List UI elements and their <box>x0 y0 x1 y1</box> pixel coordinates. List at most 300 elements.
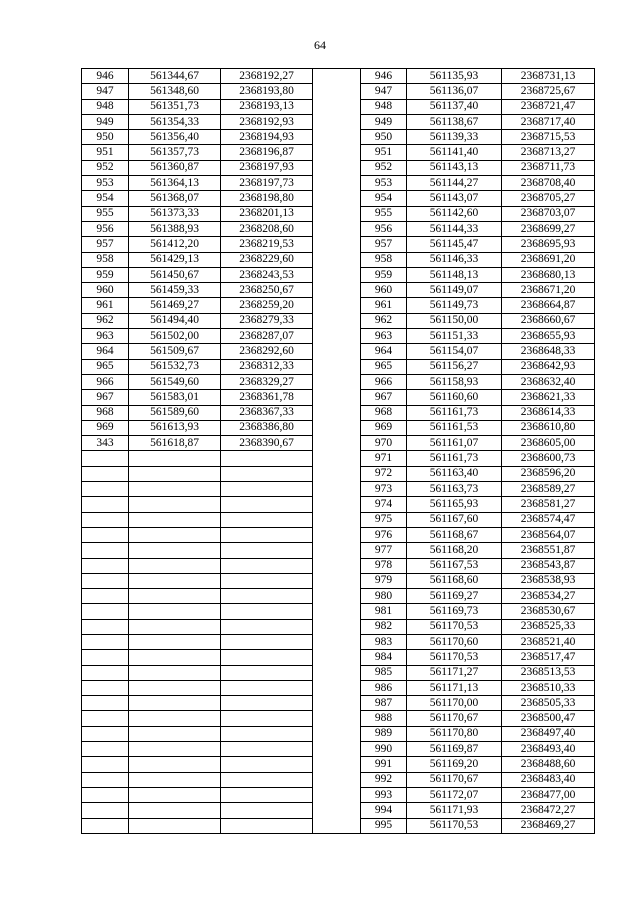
left-point-number-cell: 965 <box>82 359 129 374</box>
column-gap <box>313 374 361 389</box>
right-y-coordinate-cell: 2368469,27 <box>502 818 595 833</box>
left-x-coordinate-cell <box>129 619 221 634</box>
table-row <box>82 726 595 741</box>
right-point-number-cell: 956 <box>361 221 407 236</box>
left-y-coordinate-cell <box>221 711 313 726</box>
right-y-coordinate-cell: 2368543,87 <box>502 558 595 573</box>
right-y-coordinate-cell: 2368510,33 <box>502 680 595 695</box>
column-gap <box>313 267 361 282</box>
table-row <box>82 130 595 145</box>
right-y-coordinate-cell: 2368660,67 <box>502 313 595 328</box>
right-point-number-cell: 986 <box>361 680 407 695</box>
left-x-coordinate-cell: 561354,33 <box>129 114 221 129</box>
right-y-coordinate-cell: 2368708,40 <box>502 176 595 191</box>
left-point-number-cell: 954 <box>82 191 129 206</box>
right-x-coordinate-cell: 561146,33 <box>407 252 502 267</box>
left-point-number-cell <box>82 726 129 741</box>
left-point-number-cell <box>82 482 129 497</box>
left-point-number-cell <box>82 818 129 833</box>
right-x-coordinate-cell: 561161,73 <box>407 451 502 466</box>
column-gap <box>313 160 361 175</box>
column-gap <box>313 114 361 129</box>
left-point-number-cell <box>82 680 129 695</box>
left-x-coordinate-cell <box>129 803 221 818</box>
right-y-coordinate-cell: 2368695,93 <box>502 237 595 252</box>
right-y-coordinate-cell: 2368664,87 <box>502 298 595 313</box>
left-y-coordinate-cell <box>221 543 313 558</box>
left-x-coordinate-cell: 561589,60 <box>129 405 221 420</box>
right-x-coordinate-cell: 561150,00 <box>407 313 502 328</box>
right-x-coordinate-cell: 561138,67 <box>407 114 502 129</box>
left-x-coordinate-cell: 561356,40 <box>129 130 221 145</box>
table-row <box>82 665 595 680</box>
right-x-coordinate-cell: 561154,07 <box>407 344 502 359</box>
column-gap <box>313 405 361 420</box>
left-y-coordinate-cell <box>221 772 313 787</box>
right-y-coordinate-cell: 2368530,67 <box>502 604 595 619</box>
left-x-coordinate-cell: 561532,73 <box>129 359 221 374</box>
right-point-number-cell: 968 <box>361 405 407 420</box>
right-point-number-cell: 965 <box>361 359 407 374</box>
right-point-number-cell: 959 <box>361 267 407 282</box>
left-x-coordinate-cell: 561360,87 <box>129 160 221 175</box>
right-point-number-cell: 952 <box>361 160 407 175</box>
right-y-coordinate-cell: 2368731,13 <box>502 69 595 84</box>
table-row <box>82 604 595 619</box>
left-y-coordinate-cell: 2368312,33 <box>221 359 313 374</box>
left-y-coordinate-cell <box>221 757 313 772</box>
right-point-number-cell: 975 <box>361 512 407 527</box>
right-y-coordinate-cell: 2368614,33 <box>502 405 595 420</box>
left-y-coordinate-cell: 2368279,33 <box>221 313 313 328</box>
right-x-coordinate-cell: 561170,53 <box>407 619 502 634</box>
column-gap <box>313 420 361 435</box>
right-y-coordinate-cell: 2368715,53 <box>502 130 595 145</box>
table-row <box>82 803 595 818</box>
left-y-coordinate-cell: 2368250,67 <box>221 283 313 298</box>
left-x-coordinate-cell: 561344,67 <box>129 69 221 84</box>
right-y-coordinate-cell: 2368711,73 <box>502 160 595 175</box>
left-x-coordinate-cell: 561373,33 <box>129 206 221 221</box>
right-point-number-cell: 970 <box>361 436 407 451</box>
right-x-coordinate-cell: 561148,13 <box>407 267 502 282</box>
column-gap <box>313 742 361 757</box>
right-point-number-cell: 946 <box>361 69 407 84</box>
left-y-coordinate-cell <box>221 466 313 481</box>
right-y-coordinate-cell: 2368521,40 <box>502 634 595 649</box>
right-point-number-cell: 977 <box>361 543 407 558</box>
left-point-number-cell: 958 <box>82 252 129 267</box>
table-row <box>82 742 595 757</box>
right-point-number-cell: 995 <box>361 818 407 833</box>
left-y-coordinate-cell: 2368194,93 <box>221 130 313 145</box>
right-y-coordinate-cell: 2368472,27 <box>502 803 595 818</box>
left-y-coordinate-cell: 2368196,87 <box>221 145 313 160</box>
right-y-coordinate-cell: 2368525,33 <box>502 619 595 634</box>
right-y-coordinate-cell: 2368680,13 <box>502 267 595 282</box>
left-x-coordinate-cell <box>129 527 221 542</box>
right-y-coordinate-cell: 2368534,27 <box>502 589 595 604</box>
right-x-coordinate-cell: 561137,40 <box>407 99 502 114</box>
right-y-coordinate-cell: 2368713,27 <box>502 145 595 160</box>
right-y-coordinate-cell: 2368610,80 <box>502 420 595 435</box>
left-y-coordinate-cell <box>221 604 313 619</box>
left-y-coordinate-cell: 2368361,78 <box>221 390 313 405</box>
left-y-coordinate-cell <box>221 573 313 588</box>
left-y-coordinate-cell <box>221 558 313 573</box>
right-x-coordinate-cell: 561170,53 <box>407 818 502 833</box>
table-row <box>82 711 595 726</box>
right-point-number-cell: 976 <box>361 527 407 542</box>
column-gap <box>313 650 361 665</box>
left-point-number-cell: 967 <box>82 390 129 405</box>
left-x-coordinate-cell: 561613,93 <box>129 420 221 435</box>
table-row <box>82 313 595 328</box>
left-point-number-cell <box>82 696 129 711</box>
column-gap <box>313 757 361 772</box>
table-row <box>82 818 595 833</box>
column-gap <box>313 772 361 787</box>
column-gap <box>313 665 361 680</box>
right-y-coordinate-cell: 2368477,00 <box>502 787 595 802</box>
left-x-coordinate-cell <box>129 543 221 558</box>
left-point-number-cell <box>82 466 129 481</box>
table-row <box>82 252 595 267</box>
column-gap <box>313 497 361 512</box>
table-row <box>82 69 595 84</box>
right-x-coordinate-cell: 561141,40 <box>407 145 502 160</box>
left-y-coordinate-cell <box>221 482 313 497</box>
table-row <box>82 160 595 175</box>
left-x-coordinate-cell: 561450,67 <box>129 267 221 282</box>
left-point-number-cell: 953 <box>82 176 129 191</box>
right-x-coordinate-cell: 561167,60 <box>407 512 502 527</box>
left-x-coordinate-cell: 561348,60 <box>129 84 221 99</box>
table-row <box>82 267 595 282</box>
right-y-coordinate-cell: 2368721,47 <box>502 99 595 114</box>
left-y-coordinate-cell <box>221 497 313 512</box>
right-y-coordinate-cell: 2368621,33 <box>502 390 595 405</box>
column-gap <box>313 69 361 84</box>
left-y-coordinate-cell <box>221 818 313 833</box>
column-gap <box>313 99 361 114</box>
right-x-coordinate-cell: 561144,33 <box>407 221 502 236</box>
column-gap <box>313 283 361 298</box>
table-row <box>82 512 595 527</box>
column-gap <box>313 543 361 558</box>
table-row <box>82 436 595 451</box>
right-x-coordinate-cell: 561161,07 <box>407 436 502 451</box>
right-y-coordinate-cell: 2368648,33 <box>502 344 595 359</box>
right-y-coordinate-cell: 2368705,27 <box>502 191 595 206</box>
right-x-coordinate-cell: 561151,33 <box>407 329 502 344</box>
column-gap <box>313 482 361 497</box>
left-point-number-cell <box>82 619 129 634</box>
column-gap <box>313 818 361 833</box>
left-point-number-cell <box>82 497 129 512</box>
right-y-coordinate-cell: 2368574,47 <box>502 512 595 527</box>
right-y-coordinate-cell: 2368493,40 <box>502 742 595 757</box>
right-point-number-cell: 950 <box>361 130 407 145</box>
right-point-number-cell: 953 <box>361 176 407 191</box>
left-point-number-cell <box>82 711 129 726</box>
table-row <box>82 283 595 298</box>
left-y-coordinate-cell: 2368219,53 <box>221 237 313 252</box>
left-point-number-cell <box>82 558 129 573</box>
right-point-number-cell: 980 <box>361 589 407 604</box>
right-x-coordinate-cell: 561139,33 <box>407 130 502 145</box>
left-x-coordinate-cell: 561364,13 <box>129 176 221 191</box>
left-point-number-cell: 964 <box>82 344 129 359</box>
right-point-number-cell: 992 <box>361 772 407 787</box>
coordinates-table <box>81 68 595 834</box>
left-point-number-cell: 948 <box>82 99 129 114</box>
left-x-coordinate-cell <box>129 787 221 802</box>
left-y-coordinate-cell <box>221 742 313 757</box>
right-x-coordinate-cell: 561160,60 <box>407 390 502 405</box>
left-y-coordinate-cell <box>221 787 313 802</box>
table-row <box>82 329 595 344</box>
table-row <box>82 84 595 99</box>
left-x-coordinate-cell <box>129 757 221 772</box>
column-gap <box>313 711 361 726</box>
right-point-number-cell: 990 <box>361 742 407 757</box>
table-row <box>82 558 595 573</box>
table-row <box>82 145 595 160</box>
right-x-coordinate-cell: 561170,53 <box>407 650 502 665</box>
left-y-coordinate-cell: 2368197,93 <box>221 160 313 175</box>
right-y-coordinate-cell: 2368655,93 <box>502 329 595 344</box>
right-y-coordinate-cell: 2368505,33 <box>502 696 595 711</box>
left-y-coordinate-cell: 2368192,93 <box>221 114 313 129</box>
left-point-number-cell: 955 <box>82 206 129 221</box>
left-point-number-cell <box>82 650 129 665</box>
right-x-coordinate-cell: 561158,93 <box>407 374 502 389</box>
left-x-coordinate-cell: 561469,27 <box>129 298 221 313</box>
table-row <box>82 466 595 481</box>
left-x-coordinate-cell: 561502,00 <box>129 329 221 344</box>
right-point-number-cell: 957 <box>361 237 407 252</box>
table-row <box>82 374 595 389</box>
right-y-coordinate-cell: 2368497,40 <box>502 726 595 741</box>
left-x-coordinate-cell: 561388,93 <box>129 221 221 236</box>
right-y-coordinate-cell: 2368564,07 <box>502 527 595 542</box>
left-x-coordinate-cell: 561583,01 <box>129 390 221 405</box>
table-row <box>82 237 595 252</box>
left-y-coordinate-cell: 2368198,80 <box>221 191 313 206</box>
right-x-coordinate-cell: 561167,53 <box>407 558 502 573</box>
left-x-coordinate-cell <box>129 558 221 573</box>
right-y-coordinate-cell: 2368600,73 <box>502 451 595 466</box>
column-gap <box>313 313 361 328</box>
column-gap <box>313 451 361 466</box>
left-y-coordinate-cell: 2368259,20 <box>221 298 313 313</box>
right-x-coordinate-cell: 561169,27 <box>407 589 502 604</box>
table-row <box>82 298 595 313</box>
table-row <box>82 206 595 221</box>
right-point-number-cell: 958 <box>361 252 407 267</box>
table-row <box>82 114 595 129</box>
table-row <box>82 390 595 405</box>
table-row <box>82 191 595 206</box>
table-row <box>82 650 595 665</box>
right-y-coordinate-cell: 2368703,07 <box>502 206 595 221</box>
left-y-coordinate-cell: 2368192,27 <box>221 69 313 84</box>
right-point-number-cell: 987 <box>361 696 407 711</box>
table-row <box>82 176 595 191</box>
right-y-coordinate-cell: 2368605,00 <box>502 436 595 451</box>
left-y-coordinate-cell: 2368390,67 <box>221 436 313 451</box>
right-x-coordinate-cell: 561144,27 <box>407 176 502 191</box>
right-y-coordinate-cell: 2368589,27 <box>502 482 595 497</box>
left-point-number-cell: 343 <box>82 436 129 451</box>
left-point-number-cell <box>82 451 129 466</box>
table-row <box>82 420 595 435</box>
column-gap <box>313 573 361 588</box>
right-x-coordinate-cell: 561170,67 <box>407 711 502 726</box>
right-point-number-cell: 982 <box>361 619 407 634</box>
table-row <box>82 482 595 497</box>
left-x-coordinate-cell <box>129 742 221 757</box>
table-row <box>82 696 595 711</box>
right-y-coordinate-cell: 2368717,40 <box>502 114 595 129</box>
left-y-coordinate-cell <box>221 650 313 665</box>
left-x-coordinate-cell <box>129 634 221 649</box>
right-point-number-cell: 961 <box>361 298 407 313</box>
right-y-coordinate-cell: 2368538,93 <box>502 573 595 588</box>
table-row <box>82 359 595 374</box>
right-y-coordinate-cell: 2368642,93 <box>502 359 595 374</box>
right-y-coordinate-cell: 2368632,40 <box>502 374 595 389</box>
left-x-coordinate-cell: 561412,20 <box>129 237 221 252</box>
column-gap <box>313 390 361 405</box>
left-x-coordinate-cell <box>129 665 221 680</box>
column-gap <box>313 604 361 619</box>
right-y-coordinate-cell: 2368551,87 <box>502 543 595 558</box>
right-x-coordinate-cell: 561168,67 <box>407 527 502 542</box>
left-x-coordinate-cell <box>129 482 221 497</box>
left-y-coordinate-cell <box>221 696 313 711</box>
right-x-coordinate-cell: 561170,80 <box>407 726 502 741</box>
right-x-coordinate-cell: 561171,13 <box>407 680 502 695</box>
left-y-coordinate-cell: 2368229,60 <box>221 252 313 267</box>
column-gap <box>313 329 361 344</box>
right-x-coordinate-cell: 561171,93 <box>407 803 502 818</box>
left-point-number-cell: 959 <box>82 267 129 282</box>
right-x-coordinate-cell: 561161,53 <box>407 420 502 435</box>
right-x-coordinate-cell: 561169,87 <box>407 742 502 757</box>
left-y-coordinate-cell <box>221 803 313 818</box>
right-point-number-cell: 955 <box>361 206 407 221</box>
left-x-coordinate-cell <box>129 696 221 711</box>
right-point-number-cell: 993 <box>361 787 407 802</box>
right-point-number-cell: 964 <box>361 344 407 359</box>
left-y-coordinate-cell: 2368367,33 <box>221 405 313 420</box>
table-row <box>82 589 595 604</box>
right-point-number-cell: 967 <box>361 390 407 405</box>
right-x-coordinate-cell: 561156,27 <box>407 359 502 374</box>
left-x-coordinate-cell <box>129 711 221 726</box>
left-x-coordinate-cell <box>129 772 221 787</box>
right-point-number-cell: 966 <box>361 374 407 389</box>
column-gap <box>313 206 361 221</box>
left-x-coordinate-cell: 561429,13 <box>129 252 221 267</box>
left-y-coordinate-cell: 2368201,13 <box>221 206 313 221</box>
left-x-coordinate-cell <box>129 680 221 695</box>
left-point-number-cell <box>82 772 129 787</box>
left-x-coordinate-cell <box>129 650 221 665</box>
right-point-number-cell: 983 <box>361 634 407 649</box>
left-x-coordinate-cell: 561509,67 <box>129 344 221 359</box>
right-x-coordinate-cell: 561145,47 <box>407 237 502 252</box>
right-point-number-cell: 984 <box>361 650 407 665</box>
left-point-number-cell: 969 <box>82 420 129 435</box>
table-row <box>82 543 595 558</box>
left-y-coordinate-cell: 2368243,53 <box>221 267 313 282</box>
left-y-coordinate-cell <box>221 589 313 604</box>
left-x-coordinate-cell: 561357,73 <box>129 145 221 160</box>
column-gap <box>313 237 361 252</box>
left-point-number-cell <box>82 787 129 802</box>
table-row <box>82 619 595 634</box>
right-y-coordinate-cell: 2368699,27 <box>502 221 595 236</box>
right-x-coordinate-cell: 561142,60 <box>407 206 502 221</box>
column-gap <box>313 634 361 649</box>
left-point-number-cell <box>82 742 129 757</box>
left-y-coordinate-cell <box>221 634 313 649</box>
column-gap <box>313 130 361 145</box>
table-row <box>82 772 595 787</box>
left-x-coordinate-cell <box>129 818 221 833</box>
column-gap <box>313 221 361 236</box>
left-point-number-cell: 968 <box>82 405 129 420</box>
right-x-coordinate-cell: 561172,07 <box>407 787 502 802</box>
table-row <box>82 497 595 512</box>
left-x-coordinate-cell <box>129 573 221 588</box>
right-x-coordinate-cell: 561170,67 <box>407 772 502 787</box>
column-gap <box>313 619 361 634</box>
table-row <box>82 787 595 802</box>
right-x-coordinate-cell: 561170,00 <box>407 696 502 711</box>
left-x-coordinate-cell <box>129 466 221 481</box>
right-point-number-cell: 954 <box>361 191 407 206</box>
left-point-number-cell: 949 <box>82 114 129 129</box>
left-point-number-cell: 961 <box>82 298 129 313</box>
right-x-coordinate-cell: 561163,73 <box>407 482 502 497</box>
right-point-number-cell: 949 <box>361 114 407 129</box>
right-x-coordinate-cell: 561168,60 <box>407 573 502 588</box>
right-point-number-cell: 994 <box>361 803 407 818</box>
table-row <box>82 573 595 588</box>
right-x-coordinate-cell: 561161,73 <box>407 405 502 420</box>
left-point-number-cell <box>82 589 129 604</box>
right-x-coordinate-cell: 561171,27 <box>407 665 502 680</box>
right-x-coordinate-cell: 561169,20 <box>407 757 502 772</box>
table-row <box>82 405 595 420</box>
column-gap <box>313 145 361 160</box>
left-x-coordinate-cell: 561618,87 <box>129 436 221 451</box>
left-point-number-cell: 957 <box>82 237 129 252</box>
left-y-coordinate-cell <box>221 619 313 634</box>
table-row <box>82 344 595 359</box>
right-point-number-cell: 989 <box>361 726 407 741</box>
left-point-number-cell <box>82 573 129 588</box>
column-gap <box>313 191 361 206</box>
left-x-coordinate-cell <box>129 512 221 527</box>
left-y-coordinate-cell <box>221 680 313 695</box>
left-point-number-cell: 946 <box>82 69 129 84</box>
right-x-coordinate-cell: 561136,07 <box>407 84 502 99</box>
